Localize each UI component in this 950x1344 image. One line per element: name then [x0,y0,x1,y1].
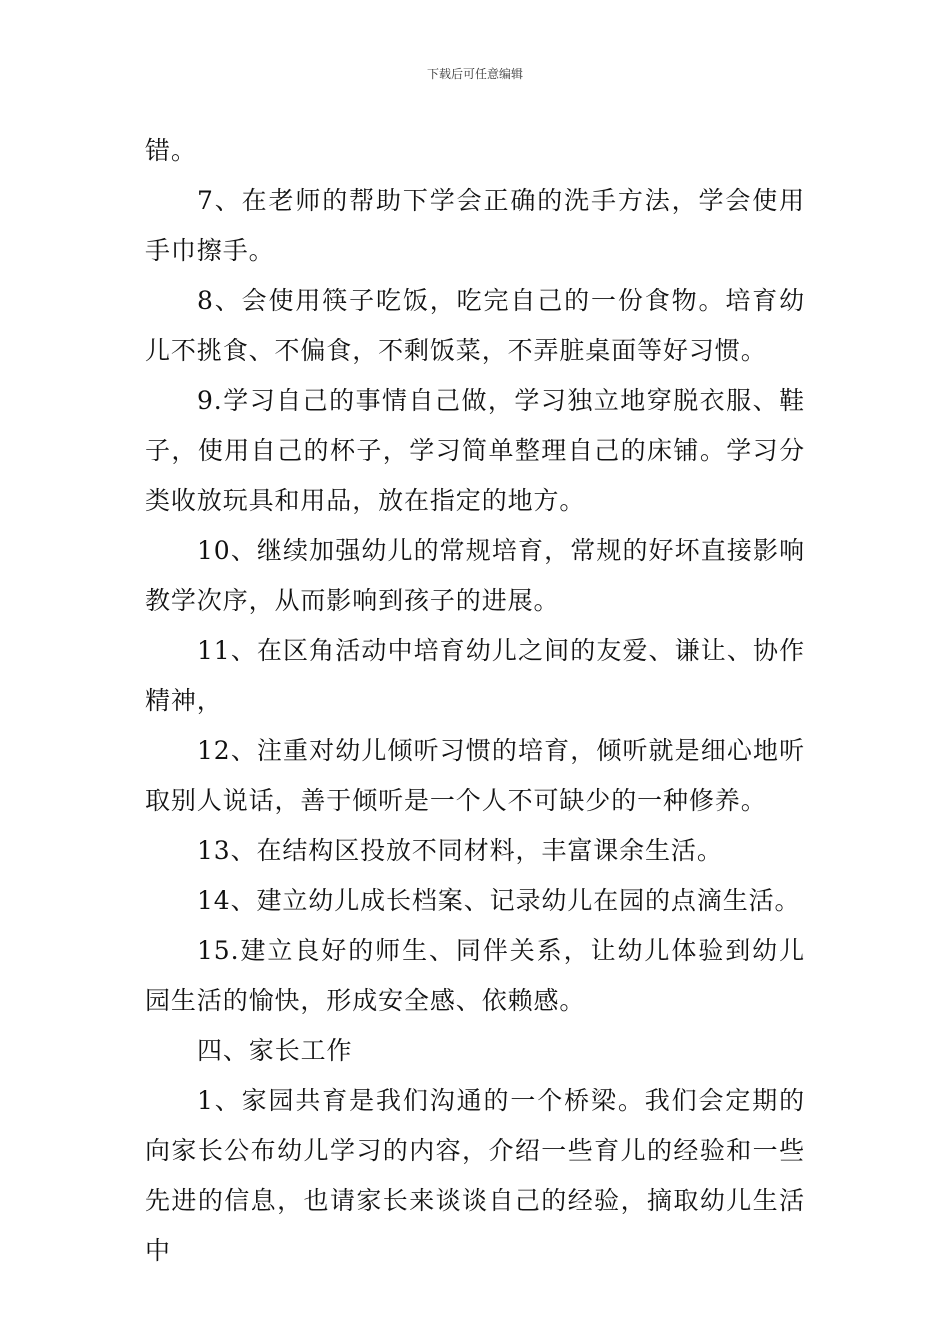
paragraph-item-15: 15.建立良好的师生、同伴关系，让幼儿体验到幼儿园生活的愉快，形成安全感、依赖感。 [145,936,805,1015]
paragraph-item-11: 11、在区角活动中培育幼儿之间的友爱、谦让、协作精神， [145,636,805,715]
paragraph-continuation: 错。 [145,136,197,165]
paragraph-item-12: 12、注重对幼儿倾听习惯的培育，倾听就是细心地听取别人说话，善于倾听是一个人不可缺少的一种修养。 [145,736,805,815]
paragraph-item-9: 9.学习自己的事情自己做，学习独立地穿脱衣服、鞋子，使用自己的杯子，学习简单整理自己的床铺。学习分类收放玩具和用品，放在指定的地方。 [145,386,805,515]
paragraph-item-8: 8、会使用筷子吃饭，吃完自己的一份食物。培育幼儿不挑食、不偏食，不剩饭菜，不弄脏桌面等好习惯。 [145,286,805,365]
paragraph-item-10: 10、继续加强幼儿的常规培育，常规的好坏直接影响教学次序，从而影响到孩子的进展。 [145,536,805,615]
paragraph-item-13: 13、在结构区投放不同材料，丰富课余生活。 [197,836,723,865]
document-body [145,126,805,1276]
section-heading-parent-work: 四、家长工作 [197,1036,353,1065]
paragraph-parent-item-1: 1、家园共育是我们沟通的一个桥梁。我们会定期的向家长公布幼儿学习的内容，介绍一些育儿的经验和一些先进的信息，也请家长来谈谈自己的经验，摘取幼儿生活中 [145,1086,805,1265]
paragraph-item-14: 14、建立幼儿成长档案、记录幼儿在园的点滴生活。 [197,886,801,915]
page-header-note: 下载后可任意编辑 [426,67,523,81]
paragraph-item-7: 7、在老师的帮助下学会正确的洗手方法，学会使用手巾擦手。 [145,186,805,265]
